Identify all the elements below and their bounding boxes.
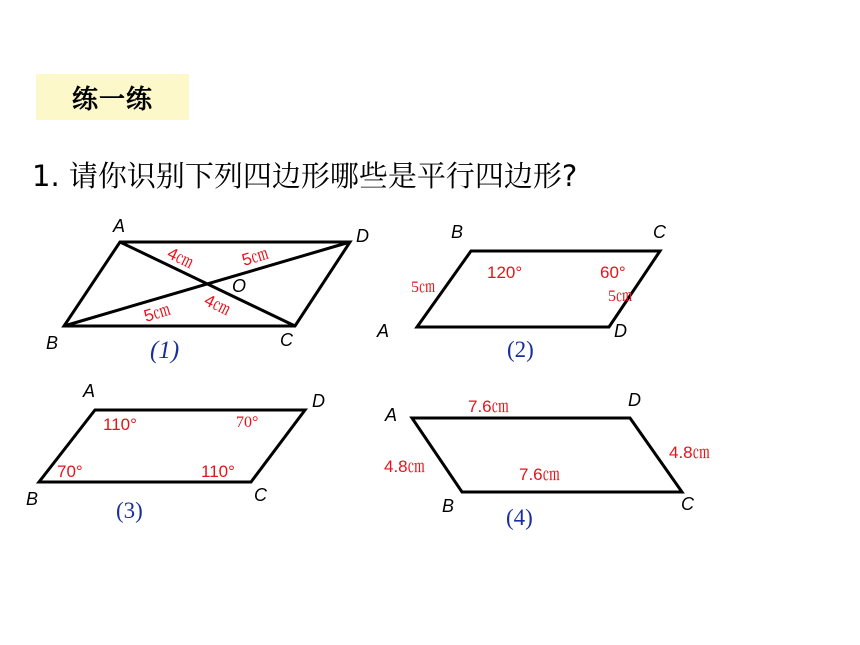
figure-2-vertex-b: B bbox=[451, 222, 464, 242]
figure-1-measure-bo: 5㎝ bbox=[141, 299, 173, 326]
figure-4-vertex-d: D bbox=[628, 390, 641, 410]
figure-4-side-right: 4.8㎝ bbox=[669, 443, 710, 462]
figure-1-measure-oc: 4㎝ bbox=[201, 290, 234, 320]
figure-3-angle-c: 110° bbox=[201, 462, 235, 481]
figure-3-vertex-b: B bbox=[26, 489, 39, 509]
figure-3 bbox=[26, 381, 325, 523]
figure-4 bbox=[384, 390, 710, 530]
figure-1-vertex-c: C bbox=[280, 330, 293, 350]
figure-2-vertex-a: A bbox=[377, 321, 390, 341]
figure-2-number: (2) bbox=[507, 337, 534, 362]
figure-1-vertex-a: A bbox=[113, 216, 126, 236]
figure-2 bbox=[376, 222, 667, 362]
figure-1-vertex-d: D bbox=[356, 226, 369, 246]
figure-3-angle-b: 70° bbox=[57, 462, 83, 481]
figure-3-vertex-d: D bbox=[312, 391, 325, 411]
figure-1-number: (1) bbox=[150, 337, 180, 364]
figure-2-side-left: 5㎝ bbox=[411, 279, 436, 296]
figure-2-vertex-c: C bbox=[653, 222, 666, 242]
figure-1-diagonal-bd bbox=[64, 242, 350, 326]
figure-2-side-right: 5㎝ bbox=[608, 288, 633, 305]
figure-3-vertex-a: A bbox=[83, 381, 96, 401]
figure-4-side-bottom: 7.6㎝ bbox=[519, 465, 560, 484]
figure-1-measure-od: 5㎝ bbox=[239, 243, 271, 270]
figure-4-number: (4) bbox=[506, 505, 533, 530]
exercise-badge-label: 练一练 bbox=[71, 84, 153, 115]
figure-2-vertex-d: D bbox=[614, 321, 627, 341]
figure-1 bbox=[46, 216, 369, 364]
figure-4-vertex-c: C bbox=[681, 494, 694, 514]
figure-3-angle-d: 70° bbox=[236, 414, 259, 431]
figure-1-measure-ao: 4㎝ bbox=[164, 243, 197, 273]
figure-4-vertex-a: A bbox=[385, 405, 398, 425]
figure-4-vertex-b: B bbox=[442, 496, 455, 516]
figure-1-vertex-b: B bbox=[46, 333, 59, 353]
figure-3-number: (3) bbox=[116, 498, 143, 523]
figure-3-angle-a: 110° bbox=[103, 415, 137, 434]
figure-3-vertex-c: C bbox=[254, 485, 267, 505]
figure-4-side-top: 7.6㎝ bbox=[468, 397, 509, 416]
figure-2-angle-c: 60° bbox=[600, 263, 626, 282]
question-text: 1. 请你识别下列四边形哪些是平行四边形? bbox=[32, 159, 578, 193]
figure-4-side-left: 4.8㎝ bbox=[384, 457, 425, 476]
figure-1-vertex-o: O bbox=[232, 276, 247, 296]
figure-2-angle-b: 120° bbox=[487, 263, 523, 282]
